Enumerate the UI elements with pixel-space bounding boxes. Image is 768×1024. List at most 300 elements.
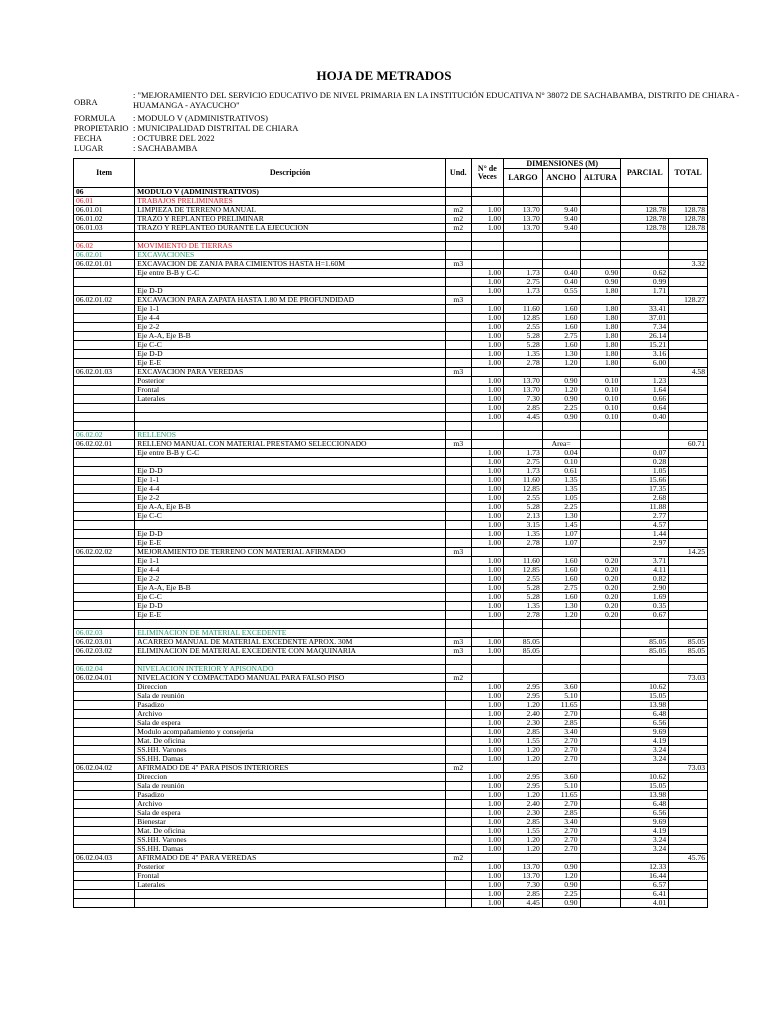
table-row	[74, 755, 708, 764]
cell-parcial: 0.35	[621, 602, 669, 611]
cell-veces: 1.00	[471, 638, 504, 647]
cell-und	[446, 818, 471, 827]
table-row	[74, 251, 708, 260]
cell-item	[74, 593, 135, 602]
cell-veces	[471, 440, 504, 449]
cell-und	[446, 233, 471, 242]
cell-ancho: 2.75	[542, 332, 580, 341]
table-row	[74, 710, 708, 719]
cell-item: 06.02.01.01	[74, 260, 135, 269]
cell-total	[669, 251, 708, 260]
cell-desc: Pasadizo	[135, 701, 446, 710]
cell-parcial: 85.05	[621, 638, 669, 647]
cell-altura: 1.80	[580, 305, 621, 314]
cell-ancho: 11.65	[542, 791, 580, 800]
cell-item	[74, 611, 135, 620]
cell-total: 128.78	[669, 206, 708, 215]
cell-item	[74, 341, 135, 350]
cell-item	[74, 449, 135, 458]
table-row	[74, 575, 708, 584]
cell-veces: 1.00	[471, 746, 504, 755]
cell-largo: 12.85	[504, 566, 543, 575]
cell-total	[669, 386, 708, 395]
cell-desc: Eje 4-4	[135, 566, 446, 575]
cell-desc: EXCAVACION PARA ZAPATA HASTA 1.80 M DE PROFUNDIDAD	[135, 296, 446, 305]
cell-parcial: 0.64	[621, 404, 669, 413]
cell-largo: 13.70	[504, 872, 543, 881]
cell-desc: Eje 4-4	[135, 314, 446, 323]
cell-ancho: 0.90	[542, 413, 580, 422]
formula-value: : MODULO V (ADMINISTRATIVOS)	[133, 113, 268, 123]
header-und: Und.	[446, 159, 471, 188]
cell-largo: 2.78	[504, 611, 543, 620]
cell-largo	[504, 764, 543, 773]
cell-und	[446, 701, 471, 710]
cell-item	[74, 620, 135, 629]
table-row	[74, 602, 708, 611]
cell-und	[446, 593, 471, 602]
cell-largo: 2.40	[504, 710, 543, 719]
cell-und	[446, 422, 471, 431]
cell-ancho: 9.40	[542, 206, 580, 215]
cell-largo: 5.28	[504, 584, 543, 593]
cell-total	[669, 809, 708, 818]
cell-veces: 1.00	[471, 593, 504, 602]
table-row	[74, 530, 708, 539]
cell-item	[74, 359, 135, 368]
cell-und	[446, 782, 471, 791]
cell-und	[446, 746, 471, 755]
cell-und	[446, 755, 471, 764]
cell-ancho	[542, 422, 580, 431]
cell-parcial	[621, 197, 669, 206]
cell-largo	[504, 440, 543, 449]
cell-total	[669, 683, 708, 692]
cell-item: 06.01.01	[74, 206, 135, 215]
cell-desc: AFIRMADO DE 4" PARA PISOS INTERIORES	[135, 764, 446, 773]
cell-item	[74, 575, 135, 584]
cell-ancho: 0.04	[542, 449, 580, 458]
table-row	[74, 773, 708, 782]
header-parcial: PARCIAL	[621, 159, 669, 188]
cell-item	[74, 656, 135, 665]
cell-total	[669, 782, 708, 791]
cell-largo: 2.95	[504, 773, 543, 782]
cell-total	[669, 737, 708, 746]
table-row	[74, 719, 708, 728]
table-row	[74, 539, 708, 548]
cell-ancho: 1.35	[542, 476, 580, 485]
cell-ancho: 2.85	[542, 719, 580, 728]
cell-total	[669, 287, 708, 296]
cell-ancho: 5.10	[542, 692, 580, 701]
cell-total	[669, 575, 708, 584]
cell-largo: 12.85	[504, 485, 543, 494]
cell-und	[446, 413, 471, 422]
table-row	[74, 332, 708, 341]
cell-desc	[135, 413, 446, 422]
table-row	[74, 737, 708, 746]
cell-largo: 1.55	[504, 737, 543, 746]
cell-total	[669, 755, 708, 764]
cell-ancho	[542, 431, 580, 440]
propietario-label: PROPIETARIO	[74, 123, 129, 133]
table-row	[74, 485, 708, 494]
cell-parcial: 0.28	[621, 458, 669, 467]
cell-desc: Eje D-D	[135, 530, 446, 539]
cell-desc: Eje 1-1	[135, 476, 446, 485]
cell-item	[74, 566, 135, 575]
cell-largo: 13.70	[504, 224, 543, 233]
blank-row	[74, 620, 708, 629]
cell-item: 06.02	[74, 242, 135, 251]
cell-item	[74, 782, 135, 791]
cell-largo: 1.55	[504, 827, 543, 836]
cell-altura	[580, 197, 621, 206]
cell-ancho	[542, 647, 580, 656]
cell-total	[669, 827, 708, 836]
cell-desc	[135, 233, 446, 242]
cell-largo	[504, 233, 543, 242]
table-row	[74, 800, 708, 809]
cell-altura	[580, 458, 621, 467]
cell-ancho	[542, 629, 580, 638]
cell-item: 06.02.02	[74, 431, 135, 440]
cell-veces: 1.00	[471, 512, 504, 521]
cell-largo: 5.28	[504, 593, 543, 602]
cell-ancho: 2.25	[542, 890, 580, 899]
cell-altura	[580, 854, 621, 863]
cell-altura	[580, 440, 621, 449]
cell-altura: 1.80	[580, 287, 621, 296]
cell-largo: 2.85	[504, 890, 543, 899]
cell-total	[669, 449, 708, 458]
cell-desc: AFIRMADO DE 4" PARA VEREDAS	[135, 854, 446, 863]
cell-altura: 0.20	[580, 575, 621, 584]
cell-altura: 0.20	[580, 602, 621, 611]
cell-altura	[580, 494, 621, 503]
cell-item: 06.02.01.03	[74, 368, 135, 377]
cell-desc: ELIMINACION DE MATERIAL EXCEDENTE CON MAQUINARIA	[135, 647, 446, 656]
cell-und	[446, 188, 471, 197]
header-descripcion: Descripción	[135, 159, 446, 188]
cell-item: 06.02.03	[74, 629, 135, 638]
cell-parcial: 6.41	[621, 890, 669, 899]
cell-und	[446, 512, 471, 521]
cell-total: 45.76	[669, 854, 708, 863]
cell-altura	[580, 782, 621, 791]
cell-und	[446, 611, 471, 620]
cell-item	[74, 422, 135, 431]
cell-und	[446, 737, 471, 746]
cell-parcial: 6.00	[621, 359, 669, 368]
table-row	[74, 611, 708, 620]
cell-altura	[580, 890, 621, 899]
cell-veces: 1.00	[471, 890, 504, 899]
cell-veces: 1.00	[471, 566, 504, 575]
cell-veces: 1.00	[471, 467, 504, 476]
cell-und	[446, 557, 471, 566]
cell-veces: 1.00	[471, 899, 504, 908]
cell-altura: 0.10	[580, 413, 621, 422]
cell-und: m2	[446, 215, 471, 224]
cell-item	[74, 845, 135, 854]
table-row	[74, 764, 708, 773]
cell-veces: 1.00	[471, 863, 504, 872]
cell-und	[446, 449, 471, 458]
table-row	[74, 863, 708, 872]
cell-und: m2	[446, 206, 471, 215]
cell-largo: 2.78	[504, 539, 543, 548]
cell-ancho: 11.65	[542, 701, 580, 710]
cell-item	[74, 746, 135, 755]
cell-altura	[580, 737, 621, 746]
cell-desc: RELLENOS	[135, 431, 446, 440]
cell-desc: Laterales	[135, 395, 446, 404]
cell-parcial: 10.62	[621, 773, 669, 782]
cell-total	[669, 692, 708, 701]
cell-item: 06.02.03.01	[74, 638, 135, 647]
cell-und	[446, 530, 471, 539]
table-row	[74, 854, 708, 863]
cell-total: 3.32	[669, 260, 708, 269]
cell-ancho: 2.70	[542, 836, 580, 845]
cell-item: 06.01.03	[74, 224, 135, 233]
cell-total	[669, 233, 708, 242]
cell-parcial: 13.98	[621, 701, 669, 710]
cell-und	[446, 404, 471, 413]
cell-item	[74, 701, 135, 710]
cell-ancho: 2.75	[542, 584, 580, 593]
cell-desc: Direccion	[135, 683, 446, 692]
cell-largo: 1.35	[504, 602, 543, 611]
cell-parcial: 85.05	[621, 647, 669, 656]
blank-row	[74, 233, 708, 242]
cell-ancho: 0.90	[542, 395, 580, 404]
cell-parcial: 26.14	[621, 332, 669, 341]
cell-item	[74, 377, 135, 386]
cell-total	[669, 746, 708, 755]
table-body	[74, 188, 708, 908]
cell-ancho: 1.30	[542, 602, 580, 611]
cell-parcial: 33.41	[621, 305, 669, 314]
cell-item	[74, 332, 135, 341]
cell-und: m2	[446, 224, 471, 233]
cell-und	[446, 728, 471, 737]
cell-desc: TRAZO Y REPLANTEO PRELIMINAR	[135, 215, 446, 224]
cell-total	[669, 458, 708, 467]
cell-ancho	[542, 854, 580, 863]
cell-parcial: 0.66	[621, 395, 669, 404]
cell-ancho	[542, 296, 580, 305]
cell-altura	[580, 881, 621, 890]
cell-veces: 1.00	[471, 530, 504, 539]
cell-total	[669, 872, 708, 881]
cell-parcial	[621, 548, 669, 557]
cell-parcial: 17.35	[621, 485, 669, 494]
table-row	[74, 449, 708, 458]
cell-total	[669, 494, 708, 503]
cell-desc: TRABAJOS PRELIMINARES	[135, 197, 446, 206]
cell-desc: Posterior	[135, 377, 446, 386]
cell-ancho: 1.20	[542, 386, 580, 395]
cell-veces	[471, 422, 504, 431]
cell-ancho: 1.30	[542, 350, 580, 359]
cell-veces: 1.00	[471, 494, 504, 503]
header-largo: LARGO	[504, 169, 543, 188]
cell-altura	[580, 206, 621, 215]
cell-altura: 0.90	[580, 278, 621, 287]
header-dimensiones: DIMENSIONES (M)	[504, 159, 621, 169]
cell-altura	[580, 260, 621, 269]
cell-item	[74, 530, 135, 539]
cell-total	[669, 890, 708, 899]
cell-item: 06.02.02.02	[74, 548, 135, 557]
cell-veces	[471, 431, 504, 440]
cell-item	[74, 494, 135, 503]
cell-largo: 2.13	[504, 512, 543, 521]
cell-veces: 1.00	[471, 323, 504, 332]
cell-und: m3	[446, 638, 471, 647]
cell-parcial: 1.71	[621, 287, 669, 296]
cell-und	[446, 386, 471, 395]
cell-item	[74, 287, 135, 296]
table-row	[74, 413, 708, 422]
cell-ancho: 1.35	[542, 485, 580, 494]
cell-und	[446, 899, 471, 908]
cell-veces: 1.00	[471, 557, 504, 566]
blank-row	[74, 656, 708, 665]
cell-ancho: 0.90	[542, 377, 580, 386]
header-total: TOTAL	[669, 159, 708, 188]
table-row	[74, 548, 708, 557]
cell-altura: 0.20	[580, 566, 621, 575]
cell-altura: 0.20	[580, 611, 621, 620]
cell-und: m2	[446, 764, 471, 773]
cell-altura: 1.80	[580, 341, 621, 350]
cell-veces: 1.00	[471, 692, 504, 701]
cell-veces: 1.00	[471, 359, 504, 368]
cell-parcial: 4.19	[621, 827, 669, 836]
cell-item	[74, 728, 135, 737]
cell-veces: 1.00	[471, 215, 504, 224]
table-row	[74, 818, 708, 827]
cell-desc: Eje C-C	[135, 341, 446, 350]
cell-ancho: 2.70	[542, 845, 580, 854]
cell-ancho: 1.60	[542, 557, 580, 566]
table-row	[74, 467, 708, 476]
cell-parcial	[621, 665, 669, 674]
table-row	[74, 287, 708, 296]
cell-und	[446, 773, 471, 782]
cell-parcial: 1.64	[621, 386, 669, 395]
cell-parcial: 6.57	[621, 881, 669, 890]
cell-item	[74, 269, 135, 278]
cell-und	[446, 665, 471, 674]
cell-desc: NIVELACION Y COMPACTADO MANUAL PARA FALSO PISO	[135, 674, 446, 683]
cell-desc: Eje D-D	[135, 287, 446, 296]
cell-veces: 1.00	[471, 503, 504, 512]
cell-desc	[135, 620, 446, 629]
cell-total	[669, 800, 708, 809]
cell-desc: ELIMINACION DE MATERIAL EXCEDENTE	[135, 629, 446, 638]
cell-veces: 1.00	[471, 782, 504, 791]
cell-und	[446, 683, 471, 692]
cell-total	[669, 701, 708, 710]
cell-total	[669, 656, 708, 665]
cell-und	[446, 251, 471, 260]
cell-total: 14.25	[669, 548, 708, 557]
lugar-value: : SACHABAMBA	[133, 143, 198, 153]
table-row	[74, 881, 708, 890]
cell-total	[669, 521, 708, 530]
cell-und	[446, 719, 471, 728]
cell-und	[446, 881, 471, 890]
cell-largo: 3.15	[504, 521, 543, 530]
cell-total	[669, 278, 708, 287]
cell-parcial	[621, 674, 669, 683]
cell-parcial: 1.44	[621, 530, 669, 539]
cell-desc: LIMPIEZA DE TERRENO MANUAL	[135, 206, 446, 215]
table-row	[74, 584, 708, 593]
cell-altura	[580, 683, 621, 692]
cell-und	[446, 584, 471, 593]
cell-und	[446, 242, 471, 251]
cell-total	[669, 593, 708, 602]
cell-desc: Eje 2-2	[135, 575, 446, 584]
cell-largo: 85.05	[504, 647, 543, 656]
cell-ancho: 3.60	[542, 773, 580, 782]
cell-altura	[580, 629, 621, 638]
cell-item	[74, 458, 135, 467]
table-row	[74, 350, 708, 359]
cell-item	[74, 899, 135, 908]
cell-desc: Eje A-A, Eje B-B	[135, 584, 446, 593]
cell-largo: 2.55	[504, 494, 543, 503]
cell-altura	[580, 665, 621, 674]
table-row	[74, 305, 708, 314]
cell-desc: SS.HH. Damas	[135, 755, 446, 764]
cell-total	[669, 557, 708, 566]
cell-ancho: 1.30	[542, 512, 580, 521]
cell-ancho: 0.10	[542, 458, 580, 467]
cell-parcial	[621, 431, 669, 440]
cell-parcial: 9.69	[621, 818, 669, 827]
cell-altura	[580, 530, 621, 539]
cell-und: m3	[446, 368, 471, 377]
cell-und	[446, 323, 471, 332]
cell-veces: 1.00	[471, 350, 504, 359]
table-row	[74, 260, 708, 269]
cell-largo	[504, 620, 543, 629]
cell-altura	[580, 233, 621, 242]
cell-item	[74, 872, 135, 881]
cell-item	[74, 386, 135, 395]
cell-largo: 2.85	[504, 404, 543, 413]
cell-largo: 13.70	[504, 863, 543, 872]
cell-largo	[504, 854, 543, 863]
cell-und	[446, 863, 471, 872]
cell-desc: Modulo acompañamiento y consejeria	[135, 728, 446, 737]
cell-largo: 1.20	[504, 746, 543, 755]
cell-total	[669, 503, 708, 512]
cell-total	[669, 332, 708, 341]
cell-parcial	[621, 368, 669, 377]
cell-total: 73.03	[669, 764, 708, 773]
table-row	[74, 224, 708, 233]
cell-item: 06.02.03.02	[74, 647, 135, 656]
cell-veces: 1.00	[471, 611, 504, 620]
